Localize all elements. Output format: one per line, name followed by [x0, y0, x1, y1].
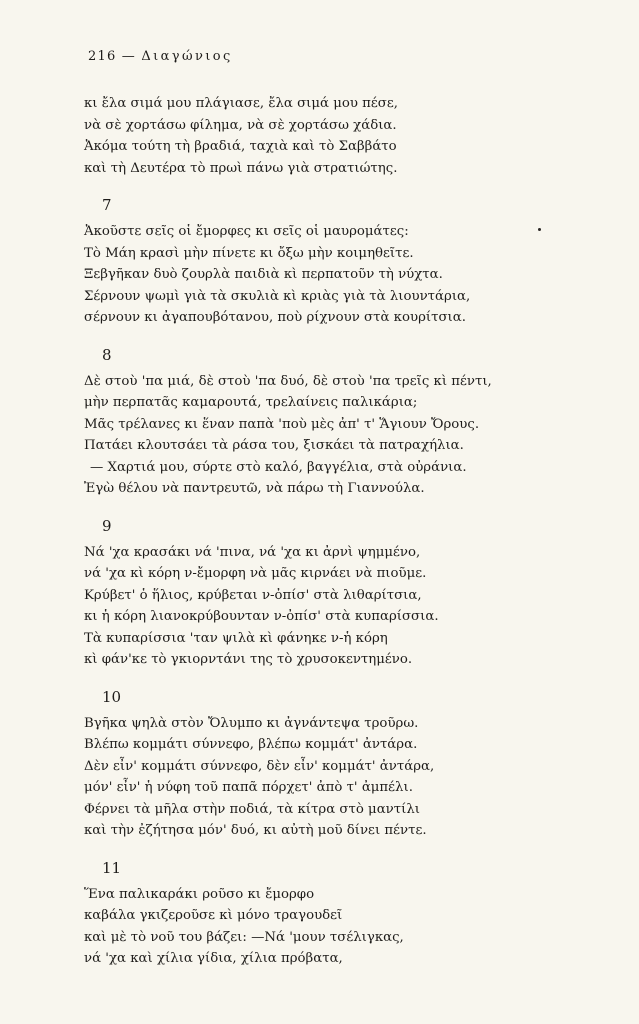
verse-line: Ἕνα παλικαράκι ροῦσο κι ἔμορφο [84, 886, 315, 902]
verse-line: Σέρνουν ψωμὶ γιὰ τὰ σκυλιὰ κὶ κριὰς γιὰ τὰ λιουντάρια, [84, 288, 471, 304]
poem-body [84, 93, 604, 970]
verse-line: καὶ τὴν ἐζήτησα μόν' δυό, κι αὐτὴ μοῦ δίνει πέντε. [84, 823, 427, 838]
stanza [84, 193, 604, 329]
stanza [84, 685, 604, 842]
verse-line: Βγῆκα ψηλὰ στὸν Ὄλυμπο κι ἀγνάντεψα τροῦρω. [84, 715, 419, 731]
verse-line: καὶ μὲ τὸ νοῦ του βάζει: —Νά 'μουν τσέλιγκας, [84, 929, 404, 945]
verse-line: νὰ σὲ χορτάσω φίλημα, νὰ σὲ χορτάσω χάδια. [84, 117, 397, 133]
verse-line: καβάλα γκιζεροῦσε κὶ μόνο τραγουδεῖ [84, 908, 343, 923]
verse-line: μὴν περπατᾶς καμαρουτά, τρελαίνεις παλικάρια; [84, 395, 418, 410]
stanza [84, 343, 604, 500]
verse-line: σέρνουν κι ἀγαπουβότανου, ποὺ ρίχνουν στὰ κουρίτσια. [84, 310, 466, 325]
verse-line: Τὸ Μάη κρασὶ μὴν πίνετε κι ὄξω μὴν κοιμηθεῖτε. [84, 245, 414, 261]
stanza [84, 856, 604, 970]
verse-line: Δὲν εἶν' κομμάτι σύννεφο, δὲν εἶν' κομμάτ' ἀντάρα, [84, 758, 435, 774]
verse-line: Μᾶς τρέλανες κι ἕναν παπὰ 'ποὺ μὲς ἀπ' τ' Ἅγιουν Ὄρους. [84, 416, 480, 432]
verse-line: Δὲ στοὺ 'πα μιά, δὲ στοὺ 'πα δυό, δὲ στοὺ 'πα τρεῖς κὶ πέντι, [84, 373, 492, 389]
section-number: 11 [102, 858, 122, 877]
verse-line: Πατάει κλουτσάει τὰ ράσα του, ξισκάει τὰ πατραχήλια. [84, 438, 464, 453]
verse-line: Βλέπω κομμάτι σύννεφο, βλέπω κομμάτ' ἀντάρα. [84, 737, 418, 752]
verse-line: κι ἡ κόρη λιανοκρύβουνταν ν-ὀπίσ' στὰ κυπαρίσσια. [84, 609, 439, 624]
verse-line: Κρύβετ' ὁ ἥλιος, κρύβεται ν-ὀπίσ' στὰ λιθαρίτσια, [84, 587, 422, 603]
verse-line: καὶ τὴ Δευτέρα τὸ πρωὶ πάνω γιὰ στρατιώτης. [84, 160, 398, 176]
verse-line: Νά 'χα κρασάκι νά 'πινα, νά 'χα κι ἀρνὶ ψημμένο, [84, 544, 421, 560]
verse-line: Ξεβγῆκαν δυὸ ζουρλὰ παιδιὰ κὶ περπατοῦν τὴ νύχτα. [84, 267, 443, 282]
stanza [84, 514, 604, 671]
header-separator: — [121, 49, 136, 64]
section-number: 7 [102, 196, 112, 214]
verse-line: Ἐγὼ θέλου νὰ παντρευτῶ, νὰ πάρω τὴ Γιαννούλα. [84, 481, 425, 496]
running-title: Διαγώνιος [141, 49, 233, 64]
verse-line: Ἀκόμα τούτη τὴ βραδιά, ταχιὰ καὶ τὸ Σαββάτο [84, 139, 397, 154]
verse-line: κὶ φάν'κε τὸ γκιορντάνι της τὸ χρυσοκεντημένο. [84, 652, 413, 667]
section-number: 9 [102, 516, 112, 535]
section-number: 10 [102, 687, 122, 706]
verse-line: Φέρνει τὰ μῆλα στὴν ποδιά, τὰ κίτρα στὸ μαντίλι [84, 801, 420, 817]
verse-line: Ἀκοῦστε σεῖς οἱ ἔμορφες κι σεῖς οἱ μαυρομάτες: [84, 224, 409, 239]
section-number: 8 [102, 345, 112, 364]
page-number: 216 [88, 49, 117, 64]
verse-line: — Χαρτιά μου, σύρτε στὸ καλό, βαγγέλια, στὰ οὐράνια. [90, 459, 467, 475]
verse-line: κι ἔλα σιμά μου πλάγιασε, ἔλα σιμά μου πέσε, [84, 96, 399, 111]
verse-line: Τὰ κυπαρίσσια 'ταν ψιλὰ κὶ φάνηκε ν-ἡ κόρη [84, 630, 388, 646]
verse-line: μόν' εἶν' ἡ νύφη τοῦ παπᾶ πόρχετ' ἀπὸ τ' ἀμπέλι. [84, 780, 413, 795]
verse-line: νά 'χα κὶ κόρη ν-ἔμορφη νὰ μᾶς κιρνάει νὰ πιοῦμε. [84, 566, 427, 581]
page-header [88, 49, 233, 64]
verse-line: νά 'χα καὶ χίλια γίδια, χίλια πρόβατα, [84, 951, 343, 966]
stanza [84, 93, 604, 179]
